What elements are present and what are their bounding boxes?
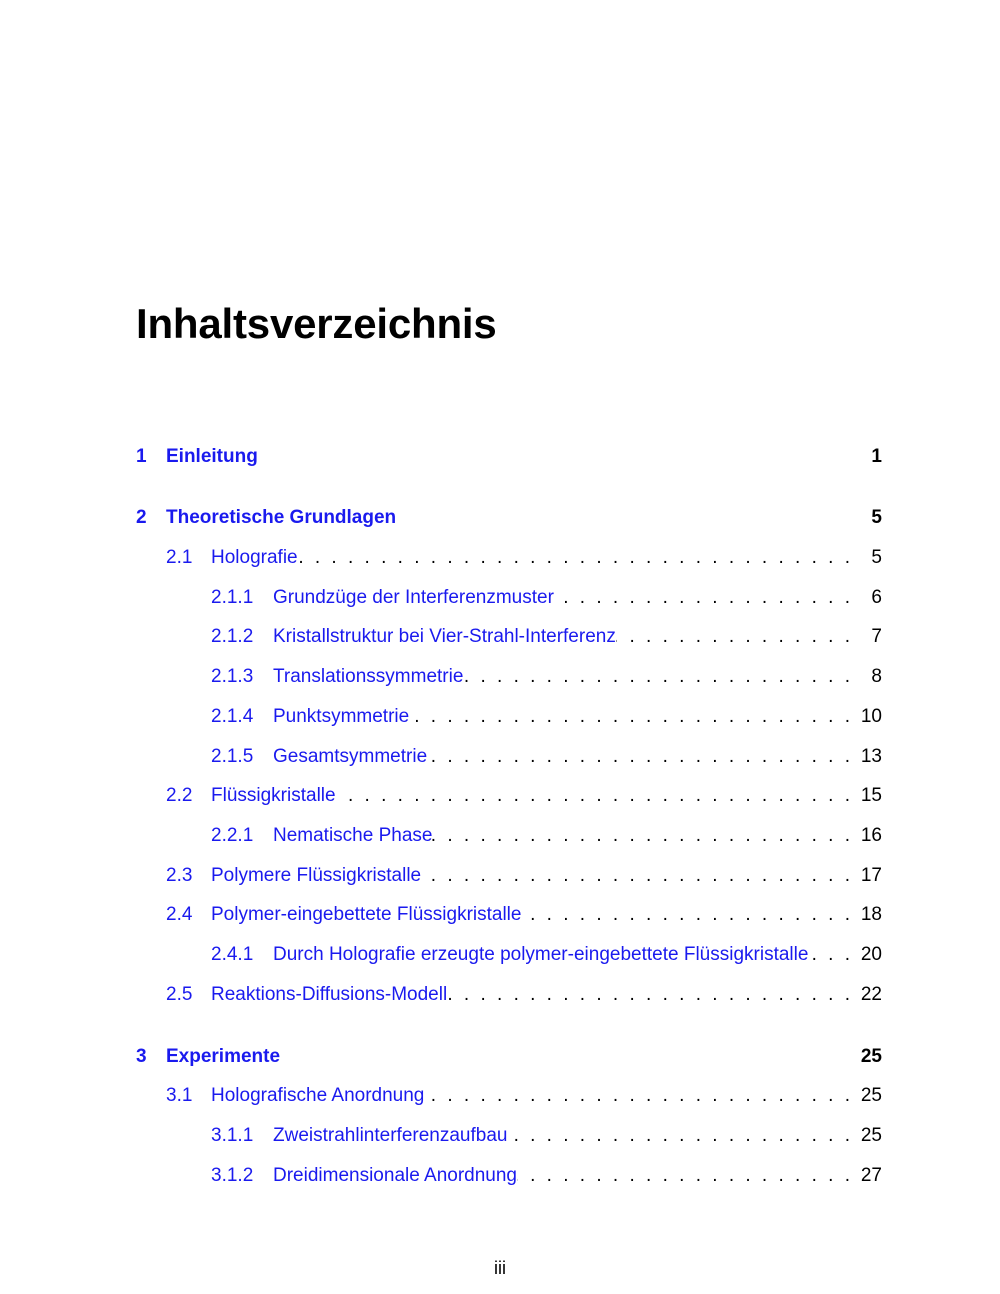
toc-entry-number[interactable]: 2.1.2 — [211, 626, 254, 647]
toc-entry-page: 25 — [860, 1085, 882, 1106]
toc-entry-page: 7 — [871, 626, 882, 647]
toc-entry-2-1-3[interactable] — [211, 663, 882, 691]
dot-leader — [427, 743, 858, 771]
toc-entry-2-5[interactable] — [166, 981, 882, 1009]
toc-entry-page: 6 — [871, 587, 882, 608]
toc-entry-page: 16 — [860, 825, 882, 846]
toc-entry-label[interactable]: Holografische Anordnung — [211, 1085, 425, 1106]
toc-entry-page: 1 — [871, 446, 882, 467]
toc-entry-label[interactable]: Einleitung — [166, 446, 258, 467]
toc-entry-2-2[interactable] — [166, 782, 882, 810]
page-number-footer: iii — [494, 1258, 506, 1278]
toc-entry-label[interactable]: Theoretische Grundlagen — [166, 507, 397, 528]
toc-entry-number[interactable]: 2.5 — [166, 984, 193, 1005]
toc-entry-2-4[interactable] — [166, 901, 882, 929]
toc-entry-number[interactable]: 2.4.1 — [211, 944, 254, 965]
toc-entry-3-1-2[interactable] — [211, 1162, 882, 1190]
dot-leader — [336, 782, 858, 810]
toc-entry-label[interactable]: Kristallstruktur bei Vier-Strahl-Interferenz — [273, 626, 616, 647]
toc-entry-label[interactable]: Holografie — [211, 547, 298, 568]
toc-entry-2-1-4[interactable] — [211, 703, 882, 731]
dot-leader — [421, 862, 858, 890]
toc-entry-label[interactable]: Translationssymmetrie — [273, 666, 464, 687]
toc-entry-number[interactable]: 1 — [136, 446, 147, 467]
dot-leader — [554, 584, 858, 612]
dot-leader — [616, 623, 858, 651]
toc-entry-label[interactable]: Reaktions-Diffusions-Modell — [211, 984, 448, 1005]
toc-entry-2[interactable] — [136, 504, 882, 532]
toc-entry-label[interactable]: Polymer-eingebettete Flüssigkristalle — [211, 904, 522, 925]
toc-entry-page: 10 — [860, 706, 882, 727]
dot-leader — [463, 663, 858, 691]
toc-entry-label[interactable]: Nematische Phase — [273, 825, 433, 846]
dot-leader — [521, 901, 858, 929]
toc-entry-label[interactable]: Durch Holografie erzeugte polymer-eingebettete Flüssigkristalle — [273, 944, 809, 965]
toc-entry-2-1-2[interactable] — [211, 623, 882, 651]
toc-entry-label[interactable]: Zweistrahlinterferenzaufbau — [273, 1125, 508, 1146]
toc-entry-number[interactable]: 2.1 — [166, 547, 193, 568]
dot-leader — [432, 822, 858, 850]
toc-entry-number[interactable]: 2.1.1 — [211, 587, 254, 608]
toc-entry-label[interactable]: Flüssigkristalle — [211, 785, 336, 806]
toc-entry-3-1[interactable] — [166, 1082, 882, 1110]
page-title: Inhaltsverzeichnis — [136, 300, 497, 347]
toc-entry-number[interactable]: 2 — [136, 507, 147, 528]
toc-entry-page: 15 — [860, 785, 882, 806]
toc-entry-number[interactable]: 2.2.1 — [211, 825, 254, 846]
toc-entry-number[interactable]: 3.1.2 — [211, 1165, 254, 1186]
toc-entry-2-2-1[interactable] — [211, 822, 882, 850]
toc-entry-3[interactable] — [136, 1043, 882, 1071]
toc-entry-label[interactable]: Punktsymmetrie — [273, 706, 410, 727]
dot-leader — [298, 544, 858, 572]
toc-entry-2-4-1[interactable] — [211, 941, 882, 969]
dot-leader — [424, 1082, 858, 1110]
toc-entry-page: 27 — [860, 1165, 882, 1186]
toc-entry-page: 20 — [860, 944, 882, 965]
toc-entry-page: 17 — [860, 865, 882, 886]
toc-entry-1[interactable] — [136, 443, 882, 471]
dot-leader — [447, 981, 858, 1009]
toc-entry-number[interactable]: 3.1.1 — [211, 1125, 254, 1146]
toc-entry-3-1-1[interactable] — [211, 1122, 882, 1150]
toc-entry-number[interactable]: 2.1.4 — [211, 706, 254, 727]
toc-entry-number[interactable]: 2.2 — [166, 785, 193, 806]
dot-leader — [409, 703, 858, 731]
toc-entry-page: 5 — [871, 547, 882, 568]
toc-entry-page: 13 — [860, 746, 882, 767]
toc-entry-page: 18 — [860, 904, 882, 925]
toc-entry-number[interactable]: 2.1.5 — [211, 746, 254, 767]
dot-leader — [517, 1162, 858, 1190]
toc-entry-page: 8 — [871, 666, 882, 687]
toc-entry-number[interactable]: 2.3 — [166, 865, 193, 886]
toc-entry-label[interactable]: Grundzüge der Interferenzmuster — [273, 587, 554, 608]
toc-entry-2-1[interactable] — [166, 544, 882, 572]
toc-entry-number[interactable]: 3.1 — [166, 1085, 193, 1106]
toc-entry-label[interactable]: Dreidimensionale Anordnung — [273, 1165, 517, 1186]
toc-entry-2-1-1[interactable] — [211, 584, 882, 612]
toc-entry-number[interactable]: 2.4 — [166, 904, 193, 925]
toc-entry-page: 25 — [860, 1046, 882, 1067]
toc-entry-number[interactable]: 3 — [136, 1046, 147, 1067]
dot-leader — [808, 941, 858, 969]
toc-entry-number[interactable]: 2.1.3 — [211, 666, 254, 687]
toc-entry-label[interactable]: Experimente — [166, 1046, 281, 1067]
toc-entry-label[interactable]: Gesamtsymmetrie — [273, 746, 428, 767]
toc-entry-page: 25 — [860, 1125, 882, 1146]
toc-entry-2-3[interactable] — [166, 862, 882, 890]
toc-entry-label[interactable]: Polymere Flüssigkristalle — [211, 865, 422, 886]
toc-entry-page: 5 — [871, 507, 882, 528]
toc-entry-2-1-5[interactable] — [211, 743, 882, 771]
dot-leader — [507, 1122, 858, 1150]
toc-entry-page: 22 — [860, 984, 882, 1005]
